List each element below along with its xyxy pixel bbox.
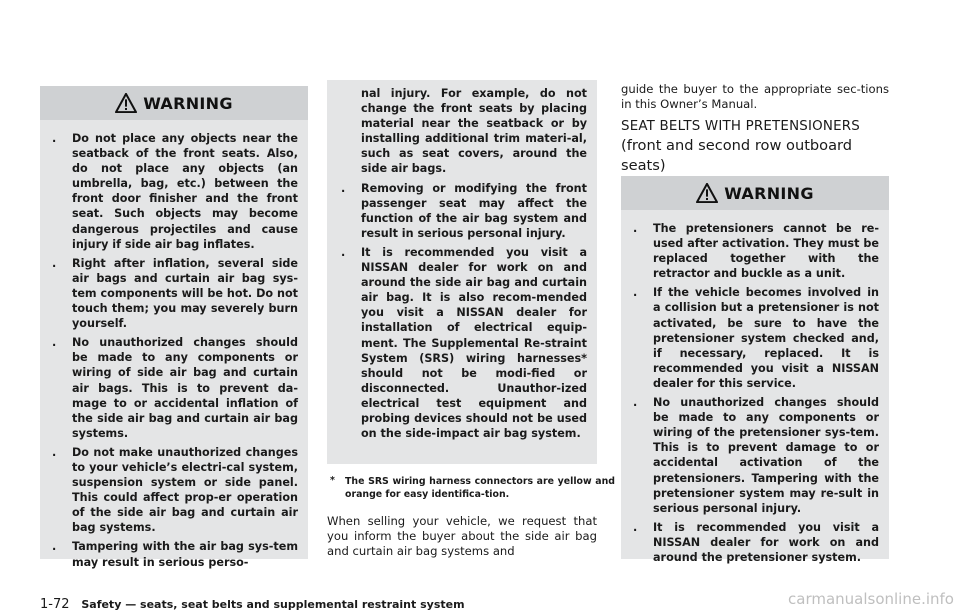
page-number: 1-72 bbox=[40, 597, 70, 612]
warning-header-right bbox=[621, 176, 889, 210]
warning-box-left bbox=[40, 120, 308, 569]
chapter-title: Safety — seats, seat belts and supplemental restraint system bbox=[81, 598, 465, 611]
warning-label: WARNING bbox=[143, 93, 233, 113]
warning-box-right bbox=[621, 210, 889, 564]
list-item: . It is recommended you visit a NISSAN dealer for work on and around the pretensioner system. bbox=[633, 520, 879, 564]
footnote: * The SRS wiring harness connectors are yellow and orange for easy identifica-tion. bbox=[330, 475, 615, 500]
warning-header-left bbox=[40, 86, 308, 120]
warning-box-middle bbox=[327, 80, 597, 464]
warning-list-middle bbox=[327, 181, 597, 442]
warning-triangle-icon bbox=[115, 93, 137, 113]
warning-list-left bbox=[40, 120, 308, 570]
list-item: . If the vehicle becomes involved in a collision but a pretensioner is not activated, be sure to have the pretensioner system checked and, if necessary, replaced. It is recommended you visit a NISSAN dealer for this service. bbox=[633, 286, 879, 390]
warning-list-right bbox=[621, 210, 889, 565]
list-item: . Do not place any objects near the seatback of the front seats. Also, do not place any objects (an umbrella, bag, etc.) between the front door finisher and the front seat. Such objects may become dangerous projectiles and cause injury if side air bag inflates. bbox=[52, 132, 298, 251]
list-item: . It is recommended you visit a NISSAN dealer for work on and around the side air bag and curtain air bag. It is also recom-mended you visit a NISSAN dealer for installation of electrical equip-ment. The Supplemental Re-straint System (SRS) wiring harnesses* should not be modi-fied or disconnected. Unauthor-ized electrical test equipment and probing devices should not be used on the side-impact air bag system. bbox=[341, 245, 587, 441]
list-item: . No unauthorized changes should be made to any components or wiring of side air bag and curtain air bags. This is to prevent da-mage to or accidental inflation of the side air bag and curtain air bag systems. bbox=[52, 336, 298, 440]
footnote-mark: * bbox=[330, 475, 335, 486]
list-item: . Do not make unauthorized changes to your vehicle’s electri-cal system, suspension system or side panel. This could affect prop-er operation of the side air bag and curtain air bag systems. bbox=[52, 445, 298, 535]
list-item: . The pretensioners cannot be re-used after activation. They must be replaced together with the retractor and buckle as a unit. bbox=[633, 222, 879, 281]
warning-label: WARNING bbox=[724, 183, 814, 203]
warning-triangle-icon bbox=[696, 183, 718, 203]
selling-paragraph: When selling your vehicle, we request that you inform the buyer about the side air bag and curtain air bag systems and bbox=[327, 514, 597, 559]
list-item: . Removing or modifying the front passenger seat may affect the function of the air bag system and result in serious personal injury. bbox=[341, 181, 587, 240]
watermark: carmanualsonline.info bbox=[788, 590, 954, 608]
warning-continuation: nal injury. For example, do not change the front seats by placing material near the seatback or by installing additional trim materi-al, such as seat covers, around the side air bags. bbox=[361, 87, 587, 176]
list-item: . Tampering with the air bag sys-tem may result in serious perso- bbox=[52, 540, 298, 569]
section-subtitle: (front and second row outboard seats) bbox=[621, 137, 853, 174]
section-title: SEAT BELTS WITH PRETENSIONERS bbox=[621, 119, 860, 134]
page-footer bbox=[40, 597, 465, 612]
list-item: . Right after inflation, several side air bags and curtain air bag sys-tem components will be hot. Do not touch them; you may severely burn yourself. bbox=[52, 256, 298, 331]
guide-paragraph: guide the buyer to the appropriate sec-tions in this Owner’s Manual. bbox=[621, 82, 889, 112]
list-item: . No unauthorized changes should be made to any components or wiring of the pretensioner sys-tem. This is to prevent damage to or accidental activation of the pretensioners. Tampering with the pretensioner system may re-sult in serious personal injury. bbox=[633, 396, 879, 515]
